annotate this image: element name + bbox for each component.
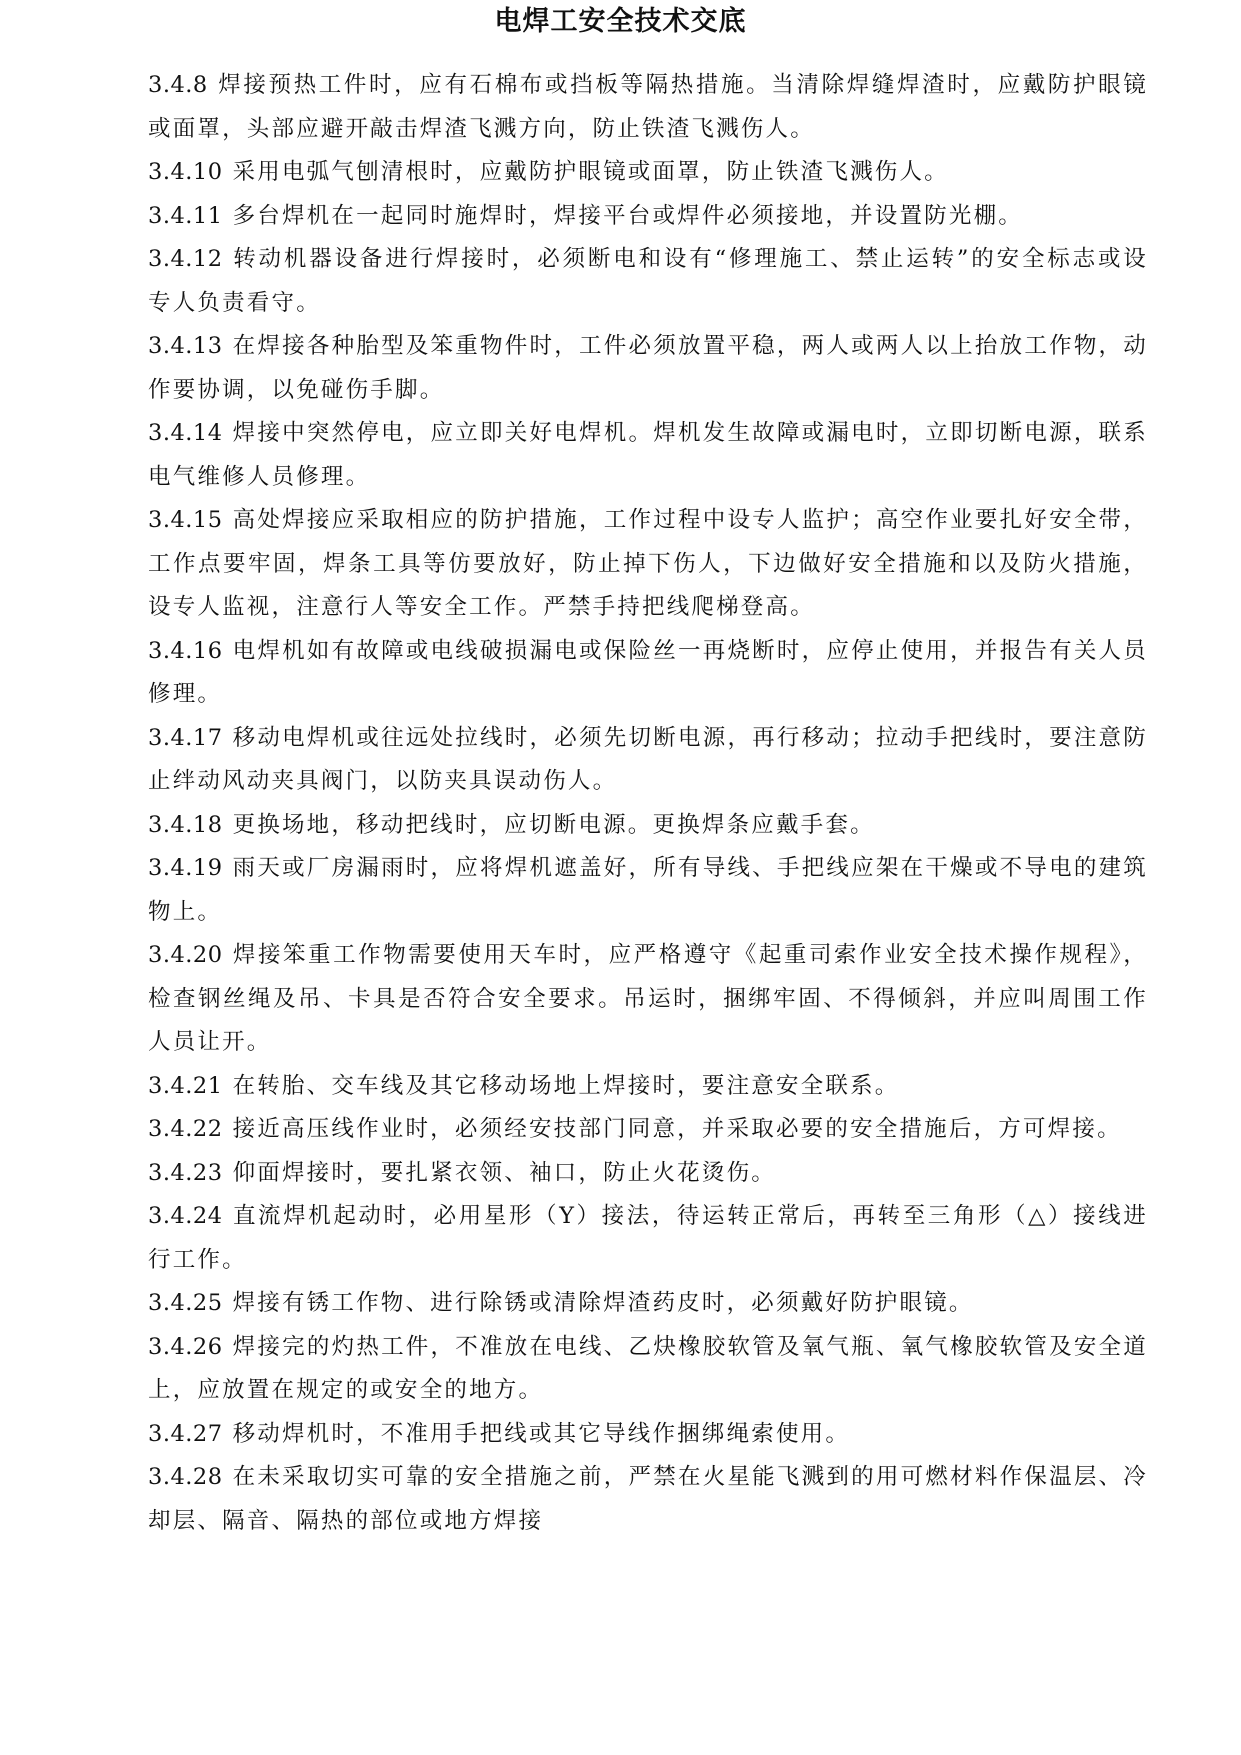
clause-number: 3.4.27 <box>148 1420 223 1447</box>
clause-item <box>148 499 1148 630</box>
clause-number: 3.4.12 <box>148 246 223 272</box>
clause-text: 仰面焊接时，要扎紧衣领、袖口，防止火花烫伤。 <box>232 1159 776 1186</box>
clause-number: 3.4.13 <box>148 333 223 359</box>
clause-number: 3.4.19 <box>148 855 223 881</box>
clause-text: 采用电弧气刨清根时，应戴防护眼镜或面罩，防止铁渣飞溅伤人。 <box>232 159 949 185</box>
clause-item <box>148 238 1148 325</box>
clause-text: 在焊接各种胎型及笨重物件时，工件必须放置平稳，两人或两人以上抬放工作物，动作要协调，以免碰伤手脚。 <box>148 333 1148 403</box>
clause-item <box>148 64 1148 151</box>
clause-item <box>148 1195 1148 1282</box>
clause-item <box>148 1065 1148 1109</box>
clause-text: 直流焊机起动时，必用星形（Y）接法，待运转正常后，再转至三角形（△）接线进行工作。 <box>148 1203 1148 1273</box>
clause-number: 3.4.14 <box>148 420 223 446</box>
clause-text: 焊接有锈工作物、进行除锈或清除焊渣药皮时，必须戴好防护眼镜。 <box>232 1290 974 1316</box>
clause-text: 在未采取切实可靠的安全措施之前，严禁在火星能飞溅到的用可燃材料作保温层、冷却层、隔音、隔热的部位或地方焊接 <box>148 1464 1148 1534</box>
clause-number: 3.4.17 <box>148 724 223 751</box>
clause-number: 3.4.15 <box>148 507 223 533</box>
clause-list <box>148 64 1148 1543</box>
clause-item <box>148 1413 1148 1457</box>
clause-text: 多台焊机在一起同时施焊时，焊接平台或焊件必须接地，并设置防光棚。 <box>232 202 1023 229</box>
clause-number: 3.4.10 <box>148 159 223 185</box>
clause-item <box>148 1152 1148 1196</box>
clause-item <box>148 630 1148 717</box>
clause-number: 3.4.8 <box>148 72 208 98</box>
clause-text: 焊接预热工件时，应有石棉布或挡板等隔热措施。当清除焊缝焊渣时，应戴防护眼镜或面罩，头部应避开敲击焊渣飞溅方向，防止铁渣飞溅伤人。 <box>148 72 1148 142</box>
clause-item <box>148 1282 1148 1326</box>
clause-item <box>148 1108 1148 1152</box>
clause-text: 电焊机如有故障或电线破损漏电或保险丝一再烧断时，应停止使用，并报告有关人员修理。 <box>148 637 1148 707</box>
clause-text: 接近高压线作业时，必须经安技部门同意，并采取必要的安全措施后，方可焊接。 <box>232 1116 1122 1142</box>
clause-item <box>148 847 1148 934</box>
clause-item <box>148 151 1148 195</box>
clause-item <box>148 325 1148 412</box>
clause-item <box>148 1326 1148 1413</box>
clause-text: 焊接完的灼热工件，不准放在电线、乙炔橡胶软管及氧气瓶、氧气橡胶软管及安全道上，应放置在规定的或安全的地方。 <box>148 1333 1148 1403</box>
clause-item <box>148 804 1148 848</box>
clause-number: 3.4.28 <box>148 1464 223 1490</box>
clause-number: 3.4.11 <box>148 202 223 229</box>
clause-text: 高处焊接应采取相应的防护措施，工作过程中设专人监护；高空作业要扎好安全带，工作点要牢固，焊条工具等仿要放好，防止掉下伤人，下边做好安全措施和以及防火措施，设专人监视，注意行人等安全工作。严禁手持把线爬梯登高。 <box>148 507 1148 620</box>
clause-number: 3.4.25 <box>148 1290 223 1316</box>
clause-item <box>148 1456 1148 1543</box>
document-title: 电焊工安全技术交底 <box>494 6 747 37</box>
clause-item <box>148 934 1148 1065</box>
clause-item <box>148 412 1148 499</box>
clause-text: 雨天或厂房漏雨时，应将焊机遮盖好，所有导线、手把线应架在干燥或不导电的建筑物上。 <box>148 855 1148 925</box>
clause-number: 3.4.20 <box>148 942 223 968</box>
clause-text: 移动焊机时，不准用手把线或其它导线作捆绑绳索使用。 <box>232 1420 851 1447</box>
clause-text: 更换场地，移动把线时，应切断电源。更换焊条应戴手套。 <box>232 811 875 838</box>
clause-number: 3.4.26 <box>148 1333 223 1360</box>
clause-text: 在转胎、交车线及其它移动场地上焊接时，要注意安全联系。 <box>232 1072 900 1099</box>
clause-text: 转动机器设备进行焊接时，必须断电和设有“修理施工、禁止运转”的安全标志或设专人负责看守。 <box>148 246 1148 316</box>
clause-text: 焊接笨重工作物需要使用天车时，应严格遵守《起重司索作业安全技术操作规程》，检查钢丝绳及吊、卡具是否符合安全要求。吊运时，捆绑牢固、不得倾斜，并应叫周围工作人员让开。 <box>148 942 1148 1055</box>
clause-number: 3.4.23 <box>148 1159 223 1186</box>
clause-number: 3.4.16 <box>148 637 223 664</box>
clause-text: 焊接中突然停电，应立即关好电焊机。焊机发生故障或漏电时，立即切断电源，联系电气维修人员修理。 <box>148 420 1148 490</box>
clause-text: 移动电焊机或往远处拉线时，必须先切断电源，再行移动；拉动手把线时，要注意防止绊动风动夹具阀门，以防夹具误动伤人。 <box>148 724 1148 794</box>
clause-number: 3.4.21 <box>148 1072 223 1099</box>
clause-item <box>148 195 1148 239</box>
clause-number: 3.4.24 <box>148 1203 223 1229</box>
clause-item <box>148 717 1148 804</box>
clause-number: 3.4.22 <box>148 1116 223 1142</box>
clause-number: 3.4.18 <box>148 811 223 838</box>
